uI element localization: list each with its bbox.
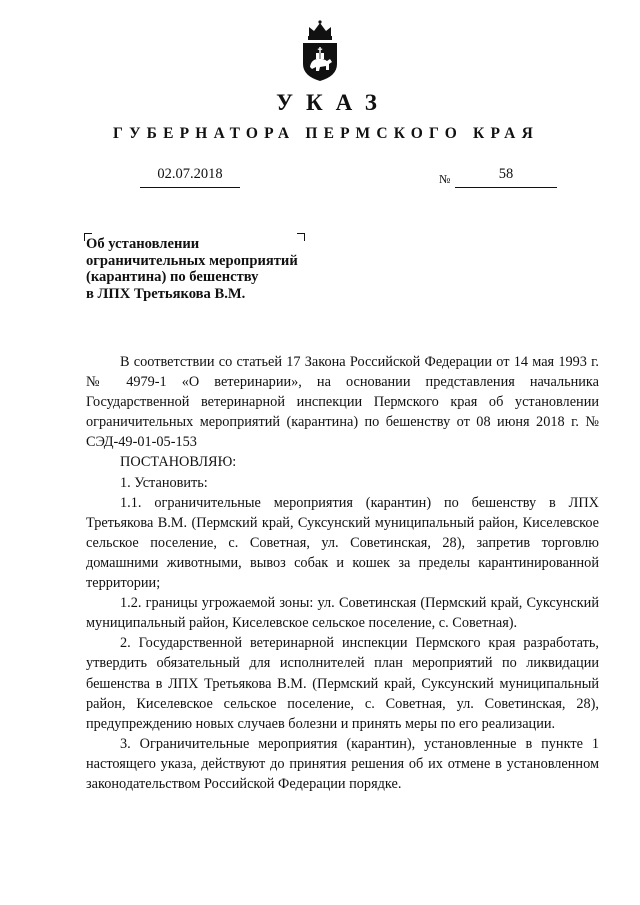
clause-1: 1. Установить:	[120, 474, 208, 491]
subject-line: ограничительных мероприятий	[86, 252, 298, 269]
document-title: УКАЗ	[276, 90, 390, 115]
clause-1-2: 1.2. границы угрожаемой зоны: ул. Советинская (Пермский край, Суксунский муниципальный район, Киселевское сельское поселение, с. Советная).	[86, 595, 599, 632]
clause-1-1: 1.1. ограничительные мероприятия (карантин) по бешенству в ЛПХ Третьякова В.М. (Пермский край, Суксунский муниципальный район, Киселевское сельское поселение, с. Советная, ул. Советинская, 28), запретив торговлю домашними животными, вывоз собак и кошек за пределы карантинированной территории;	[86, 494, 599, 592]
issuer-title: ГУБЕРНАТОРА ПЕРМСКОГО КРАЯ	[113, 125, 539, 142]
subject-line: Об установлении	[86, 236, 200, 252]
perm-krai-coat-of-arms-icon	[301, 18, 339, 82]
subject-line: в ЛПХ Третьякова В.М.	[86, 285, 246, 302]
number-label: №	[439, 172, 451, 186]
decree-word: ПОСТАНОВЛЯЮ:	[120, 454, 237, 471]
clause-3: 3. Ограничительные мероприятия (карантин), установленные в пункте 1 настоящего указа, действуют до принятия решения об их отмене в установленном законодательством Российской Федерации порядке.	[86, 735, 599, 792]
document-date: 02.07.2018	[140, 166, 240, 188]
preamble-paragraph: В соответствии со статьей 17 Закона Российской Федерации от 14 мая 1993 г. № 4979-1 «О ветеринарии», на основании представления начальника Государственной ветеринарной инспекции Пермского края об установлении ограничительных мероприятий (карантина) по бешенству от 08 июня 2018 г. № СЭД-49-01-05-153	[86, 354, 599, 451]
clause-2: 2. Государственной ветеринарной инспекции Пермского края разработать, утвердить обязательный для исполнителей план мероприятий по ликвидации бешенства в ЛПХ Третьякова В.М. (Пермский край, Суксунский муниципальный район, Киселевское сельское поселение, с. Советная, ул. Советинская, 28), предупреждению новых случаев болезни и принять меры по его реализации.	[86, 635, 599, 732]
subject-block	[86, 236, 316, 302]
subject-line: (карантина) по бешенству	[86, 269, 259, 285]
document-body	[86, 352, 599, 794]
document-number: 58	[455, 166, 557, 188]
